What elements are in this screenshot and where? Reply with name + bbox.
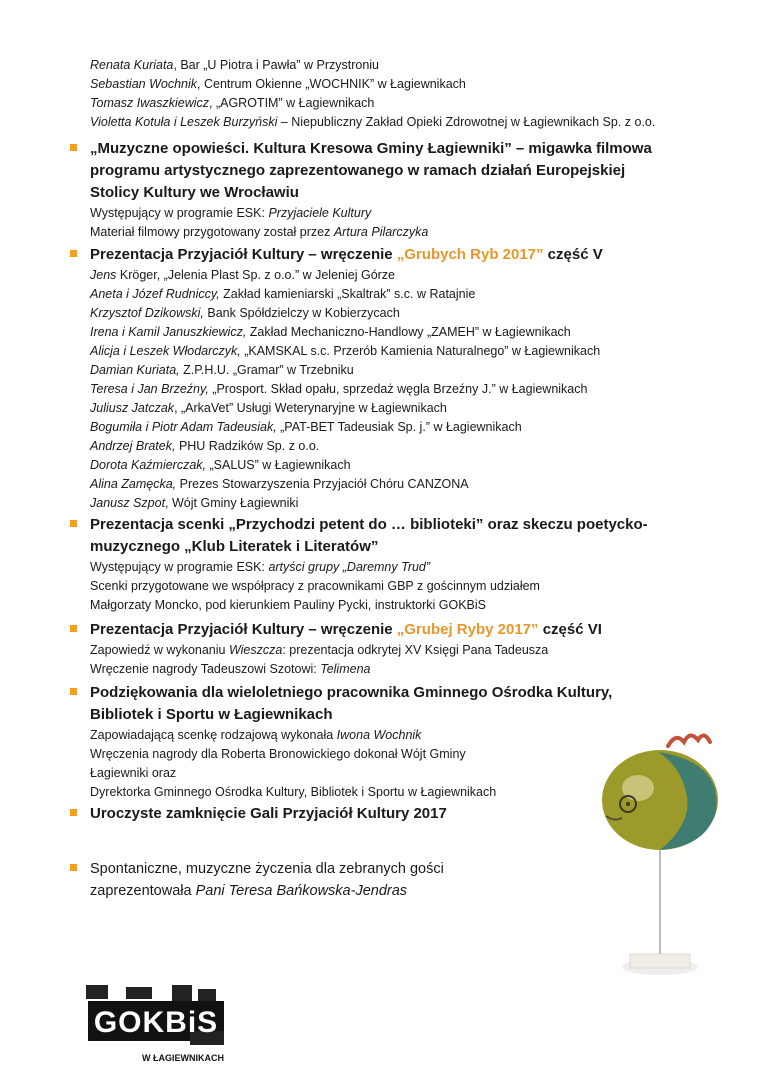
fish-sculpture-image: [590, 722, 730, 982]
bullet-icon: [70, 144, 77, 151]
award-recipient: Krzysztof Dzikowski, Bank Spółdzielczy w Kobierzycach: [90, 306, 400, 320]
item-heading: „Muzyczne opowieści. Kultura Kresowa Gminy Łagiewniki” – migawka filmowa programu artystycznego zaprezentowanego w ramach działań Europejskiej Stolicy Kultury we Wrocławiu: [90, 140, 652, 201]
list-item: Violetta Kotuła i Leszek Burzyński – Niepubliczny Zakład Opieki Zdrowotnej w Łagiewnikach Sp. z o.o.: [90, 115, 656, 129]
program-item-4: [70, 619, 720, 679]
bullet-icon: [70, 520, 77, 527]
award-recipient: Janusz Szpot, Wójt Gminy Łagiewniki: [90, 496, 299, 510]
award-recipient: Teresa i Jan Brzeźny, „Prosport. Skład opału, sprzedaż węgla Brzeźny J.” w Łagiewnikach: [90, 382, 588, 396]
item-detail: Zapowiadającą scenkę rodzajową wykonała Iwona Wochnik: [90, 728, 422, 742]
item-heading: Prezentacja Przyjaciół Kultury – wręczenie „Grubych Ryb 2017” część V: [90, 246, 603, 263]
award-recipient: Andrzej Bratek, PHU Radzików Sp. z o.o.: [90, 439, 320, 453]
award-recipient: Dorota Kaźmierczak, „SALUS” w Łagiewnikach: [90, 458, 351, 472]
gokbis-logo: [86, 985, 226, 1067]
award-recipient: Bogumiła i Piotr Adam Tadeusiak, „PAT-BET Tadeusiak Sp. j.” w Łagiewnikach: [90, 420, 522, 434]
program-item-3: [70, 514, 720, 615]
award-recipient: Aneta i Józef Rudniccy, Zakład kamieniarski „Skaltrak” s.c. w Ratajnie: [90, 287, 476, 301]
bullet-icon: [70, 864, 77, 871]
item-detail: Scenki przygotowane we współpracy z pracownikami GBP z gościnnym udziałem: [90, 579, 540, 593]
award-recipient: Juliusz Jatczak, „ArkaVet” Usługi Weterynaryjne w Łagiewnikach: [90, 401, 447, 415]
item-detail: Wręczenia nagrody dla Roberta Bronowickiego dokonał Wójt Gminy: [90, 747, 466, 761]
item-detail: Materiał filmowy przygotowany został przez Artura Pilarczyka: [90, 225, 429, 239]
item-heading-continued: zaprezentowała Pani Teresa Bańkowska-Jendras: [90, 883, 408, 899]
item-detail: Występujący w programie ESK: artyści grupy „Daremny Trud”: [90, 560, 431, 574]
bullet-icon: [70, 688, 77, 695]
item-detail: Zapowiedź w wykonaniu Wieszcza: prezentacja odkrytej XV Księgi Pana Tadeusza: [90, 643, 549, 657]
program-item-2: [70, 244, 720, 513]
bullet-icon: [70, 250, 77, 257]
item-heading: Uroczyste zamknięcie Gali Przyjaciół Kultury 2017: [90, 805, 447, 822]
item-detail: Małgorzaty Moncko, pod kierunkiem Pauliny Pycki, instruktorki GOKBiS: [90, 598, 486, 612]
award-recipient: Damian Kuriata, Z.P.H.U. „Gramar” w Trzebniku: [90, 363, 354, 377]
bullet-icon: [70, 625, 77, 632]
award-recipient: Alicja i Leszek Włodarczyk, „KAMSKAL s.c. Przerób Kamienia Naturalnego” w Łagiewnikach: [90, 344, 601, 358]
list-item: Sebastian Wochnik, Centrum Okienne „WOCHNIK” w Łagiewnikach: [90, 77, 466, 91]
item-heading: Spontaniczne, muzyczne życzenia dla zebranych gości: [90, 861, 444, 877]
bullet-icon: [70, 809, 77, 816]
award-recipient: Alina Zamęcka, Prezes Stowarzyszenia Przyjaciół Chóru CANZONA: [90, 477, 469, 491]
logo-wordmark: GOKBiS: [93, 1006, 219, 1039]
item-detail: Dyrektorka Gminnego Ośrodka Kultury, Bibliotek i Sportu w Łagiewnikach: [90, 785, 497, 799]
program-item-1: [70, 138, 720, 242]
item-detail: Wręczenie nagrody Tadeuszowi Szotowi: Telimena: [90, 662, 371, 676]
list-item: Renata Kuriata, Bar „U Piotra i Pawła” w Przystroniu: [90, 58, 379, 72]
list-item: Tomasz Iwaszkiewicz, „AGROTIM” w Łagiewnikach: [90, 96, 375, 110]
award-recipient: Jens Kröger, „Jelenia Plast Sp. z o.o.” w Jeleniej Górze: [90, 268, 396, 282]
item-detail: Łagiewniki oraz: [90, 766, 177, 780]
item-heading: Prezentacja scenki „Przychodzi petent do … biblioteki” oraz skeczu poetycko- muzycznego „Klub Literatek i Literatów”: [90, 516, 648, 555]
sponsor-list-continued: [90, 56, 740, 132]
item-heading: Prezentacja Przyjaciół Kultury – wręczenie „Grubej Ryby 2017” część VI: [90, 621, 602, 638]
item-heading: Podziękowania dla wieloletniego pracownika Gminnego Ośrodka Kultury, Bibliotek i Sportu w Łagiewnikach: [90, 684, 613, 723]
item-detail: Występujący w programie ESK: Przyjaciele Kultury: [90, 206, 372, 220]
logo-subtitle: W ŁAGIEWNIKACH: [142, 1053, 224, 1063]
award-recipient: Irena i Kamil Januszkiewicz, Zakład Mechaniczno-Handlowy „ZAMEH” w Łagiewnikach: [90, 325, 571, 339]
